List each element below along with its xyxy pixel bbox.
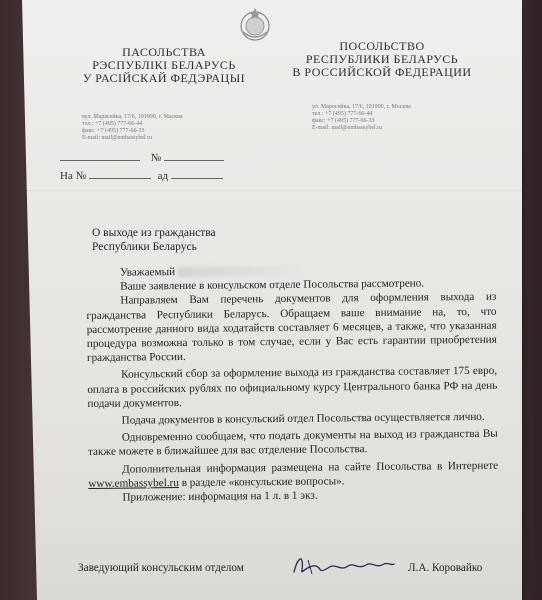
reg-ad-blank xyxy=(171,168,223,179)
redacted-name xyxy=(178,266,298,277)
attachment-note: Приложение: информация на 1 л. в 1 экз. xyxy=(122,489,318,504)
contact-email: E-mail: mail@embassybel.ru xyxy=(82,135,153,141)
header-left-line3: У РАСІЙСКАЙ ФЕДЭРАЦЫІ xyxy=(82,71,246,85)
contact-address: вул. Марасейка, 17/6, 101990, г. Масква xyxy=(82,114,183,120)
contact-email: E-mail: mail@embassybel.ru xyxy=(312,125,383,131)
paragraph-1: Ваше заявление в консульском отделе Посольства рассмотрено. xyxy=(120,277,425,293)
contact-fax: факс: +7 (495) 777-66-33 xyxy=(82,128,145,134)
letter-body xyxy=(86,262,498,506)
registration-line-2 xyxy=(60,168,223,182)
reg-ad-label: ад xyxy=(157,170,169,182)
contacts-belarusian xyxy=(82,114,232,142)
contact-fax: факс: +7 (495) 777-66-33 xyxy=(312,118,375,124)
paragraph-2: Направляем Вам перечень документов для оформления выхода из гражданства Республики Беларусь. Обращаем ваше внимание на, то, что рассмотрение данного вида ходатайств составляет 6 месяцев, а также, что указанная процедура возможна только в том случае, если у Вас есть гарантии приобретения гражданства России. xyxy=(86,291,497,365)
paragraph-4: Подача документов в консульский отдел Посольства осуществляется лично. xyxy=(121,410,485,427)
belarus-emblem-icon xyxy=(238,6,272,44)
contact-tel: тел.: +7 (495) 777-66-44 xyxy=(312,111,373,117)
header-right-line3: В РОССИЙСКОЙ ФЕДЕРАЦИИ xyxy=(292,65,472,79)
header-russian xyxy=(282,40,482,79)
paragraph-6 xyxy=(88,458,498,491)
reg-date-blank xyxy=(60,150,140,161)
header-left-line1: ПАСОЛЬСТВА xyxy=(122,45,206,59)
paragraph-6-start: Дополнительная информация размещена на сайте Посольства в Интернете xyxy=(122,459,499,476)
subject-line1: О выходе из гражданства xyxy=(92,227,216,239)
reg-ref-blank xyxy=(89,168,151,179)
header-right-line2: РЕСПУБЛИКИ БЕЛАРУСЬ xyxy=(305,52,459,66)
reg-ref-label: На № xyxy=(60,170,87,182)
header-belarusian xyxy=(74,46,254,85)
header-right-line1: ПОСОЛЬСТВО xyxy=(339,39,425,53)
paragraph-3: Консульский сбор за оформление выхода из гражданства составляет 175 евро, оплата в российских рублях по официальному курсу Центрального банка РФ на день подачи документов. xyxy=(87,365,498,410)
signature-name: Л.А. Коровайко xyxy=(408,562,483,574)
paragraph-5: Одновременно сообщаем, что подать документы на выход из гражданства Вы также можете в ближайшее для вас отделение Посольства. xyxy=(87,427,498,459)
salutation-text: Уважаемый xyxy=(120,266,176,279)
paper-fold xyxy=(22,190,522,191)
reg-number-blank xyxy=(164,150,224,161)
handwritten-signature xyxy=(288,550,398,580)
embassy-website-link[interactable]: www.embassybel.ru xyxy=(88,476,179,490)
paragraph-6-end: в разделе «консульские вопросы». xyxy=(181,475,345,489)
registration-line-1 xyxy=(60,150,224,164)
letter-subject xyxy=(92,226,216,254)
reg-number-label: № xyxy=(150,152,162,164)
signature-title: Заведующий консульским отделом xyxy=(78,562,244,574)
contact-tel: тэл.: +7 (495) 777-66-44 xyxy=(82,121,143,127)
subject-line2: Республики Беларусь xyxy=(92,241,197,253)
contacts-russian xyxy=(312,104,472,132)
contact-address: ул. Маросейка, 17/6, 101990, г. Москва xyxy=(312,104,411,110)
header-left-line2: РЭСПУБЛІКІ БЕЛАРУСЬ xyxy=(92,58,236,72)
